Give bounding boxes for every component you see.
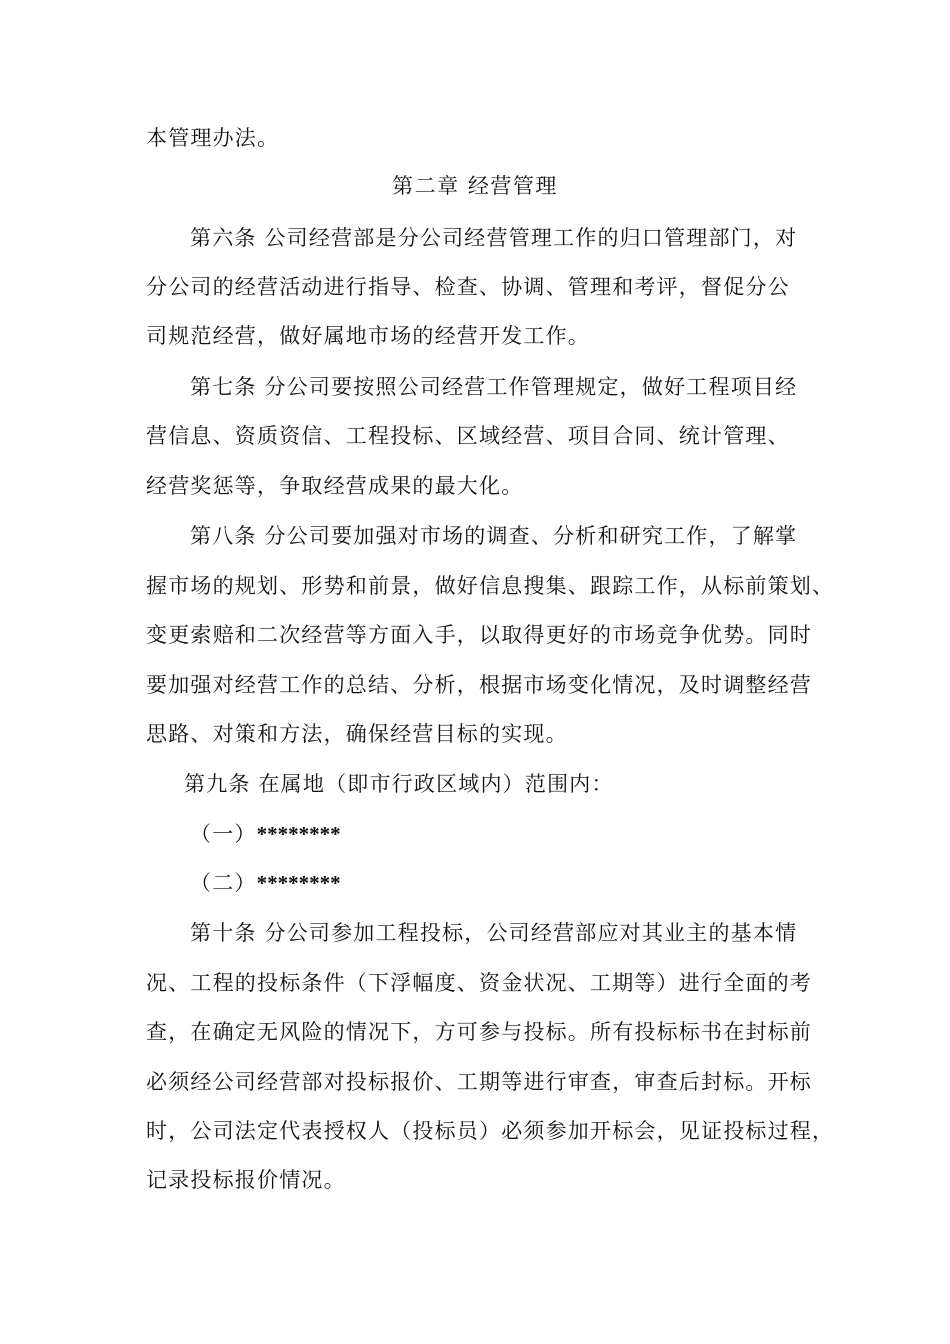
list-item-1 xyxy=(190,820,341,848)
list-item-2-number: （二） xyxy=(190,871,257,895)
article-7-line-1: 第七条 分公司要按照公司经营工作管理规定，做好工程项目经 xyxy=(190,375,798,399)
article-10-line-1: 第十条 分公司参加工程投标，公司经营部应对其业主的基本情 xyxy=(190,921,798,945)
list-item-1-masked-text: ******** xyxy=(256,822,341,846)
article-6-line-2: 分公司的经营活动进行指导、检查、协调、管理和考评，督促分公 xyxy=(146,275,790,299)
chapter-heading: 第二章 经营管理 xyxy=(392,174,558,198)
article-7-line-3: 经营奖惩等，争取经营成果的最大化。 xyxy=(146,474,524,498)
list-item-2 xyxy=(190,869,341,897)
article-10-line-2: 况、工程的投标条件（下浮幅度、资金状况、工期等）进行全面的考 xyxy=(146,971,812,995)
article-6-line-1: 第六条 公司经营部是分公司经营管理工作的归口管理部门，对 xyxy=(190,226,798,250)
article-8-line-4: 要加强对经营工作的总结、分析，根据市场变化情况，及时调整经营 xyxy=(146,673,812,697)
article-8-line-2: 握市场的规划、形势和前景，做好信息搜集、跟踪工作，从标前策划、 xyxy=(146,574,835,598)
article-8-line-3: 变更索赔和二次经营等方面入手，以取得更好的市场竞争优势。同时 xyxy=(146,623,812,647)
article-10-line-4: 必须经公司经营部对投标报价、工期等进行审查，审查后封标。开标 xyxy=(146,1070,812,1094)
article-6-line-3: 司规范经营，做好属地市场的经营开发工作。 xyxy=(146,324,590,348)
article-8-line-1: 第八条 分公司要加强对市场的调查、分析和研究工作，了解掌 xyxy=(190,524,798,548)
article-10-line-5: 时，公司法定代表授权人（投标员）必须参加开标会，见证投标过程， xyxy=(146,1119,835,1143)
article-8-line-5: 思路、对策和方法，确保经营目标的实现。 xyxy=(146,722,568,746)
article-7-line-2: 营信息、资质资信、工程投标、区域经营、项目合同、统计管理、 xyxy=(146,424,790,448)
list-item-1-number: （一） xyxy=(190,822,257,846)
list-item-2-masked-text: ******** xyxy=(256,871,341,895)
text-line: 本管理办法。 xyxy=(146,126,280,150)
article-10-line-3: 查，在确定无风险的情况下，方可参与投标。所有投标标书在封标前 xyxy=(146,1020,812,1044)
article-10-line-6: 记录投标报价情况。 xyxy=(146,1168,346,1192)
article-9-line-1: 第九条 在属地（即市行政区域内）范围内： xyxy=(184,772,614,796)
